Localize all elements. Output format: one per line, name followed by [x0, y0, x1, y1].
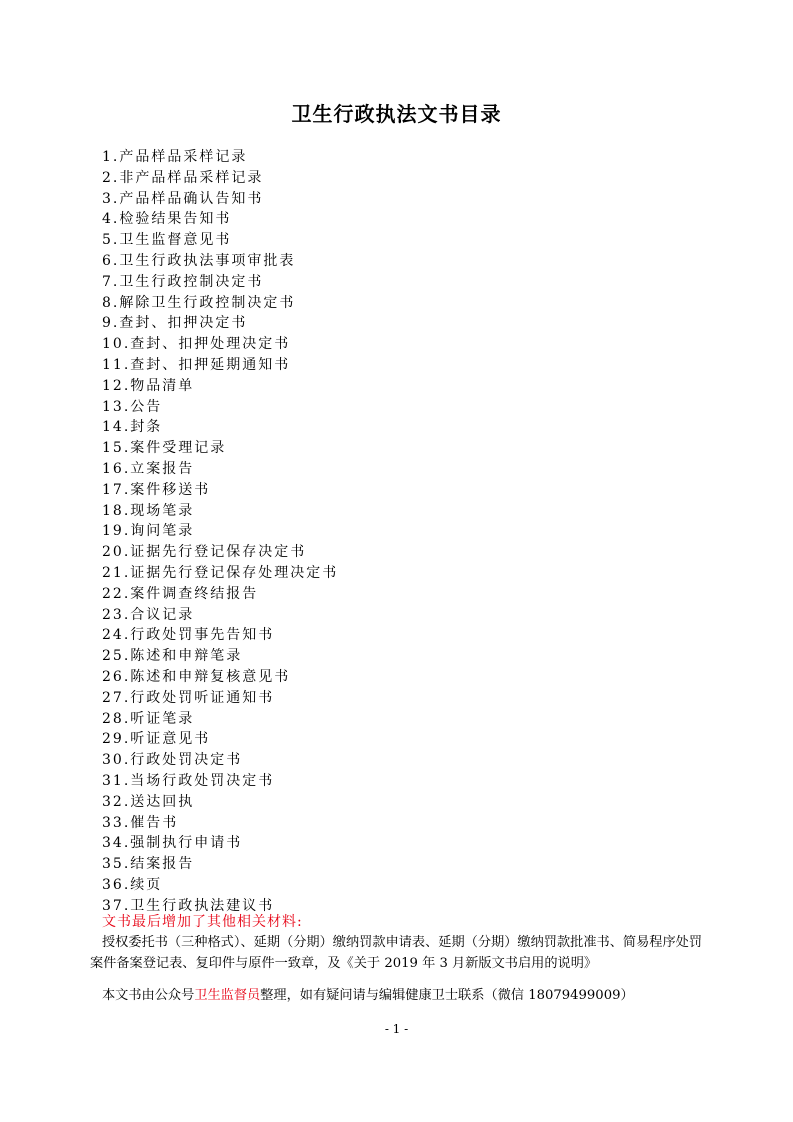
toc-item: 25.陈述和申辩笔录 — [102, 648, 243, 665]
toc-item: 13.公告 — [102, 398, 163, 415]
toc-item: 10.查封、扣押处理决定书 — [102, 336, 291, 353]
toc-item: 28.听证笔录 — [102, 710, 195, 727]
toc-item: 21.证据先行登记保存处理决定书 — [102, 564, 339, 581]
toc-item: 20.证据先行登记保存决定书 — [102, 544, 307, 561]
toc-item: 35.结案报告 — [102, 856, 195, 873]
toc-item: 22.案件调查终结报告 — [102, 585, 259, 602]
toc-item: 5.卫生监督意见书 — [102, 232, 232, 249]
toc-item: 27.行政处罚听证通知书 — [102, 689, 275, 706]
source-note-suffix: 整理，如有疑问请与编辑健康卫士联系（微信 18079499009） — [260, 988, 634, 1003]
toc-item: 8.解除卫生行政控制决定书 — [102, 294, 296, 311]
page-number: - 1 - — [384, 1022, 409, 1036]
document-title: 卫生行政执法文书目录 — [291, 102, 502, 126]
toc-item: 15.案件受理记录 — [102, 440, 227, 457]
toc-item: 17.案件移送书 — [102, 481, 211, 498]
toc-item: 26.陈述和申辩复核意见书 — [102, 668, 291, 685]
toc-item: 1.产品样品采样记录 — [102, 149, 248, 165]
extra-materials-text: 授权委托书（三种格式）、延期（分期）缴纳罚款申请表、延期（分期）缴纳罚款批准书、简易程序处罚案件备案登记表、复印件与原件一致章，及《关于 2019 年 3 月新版文书启用的说明》 — [90, 935, 703, 971]
toc-item: 9.查封、扣押决定书 — [102, 315, 248, 332]
toc-item: 18.现场笔录 — [102, 502, 195, 519]
extra-materials-heading: 文书最后增加了其他相关材料: — [102, 914, 303, 930]
toc-item: 4.检验结果告知书 — [102, 211, 232, 228]
toc-item: 7.卫生行政控制决定书 — [102, 273, 264, 290]
toc-item: 14.封条 — [102, 419, 163, 436]
toc-item: 11.查封、扣押延期通知书 — [102, 356, 291, 373]
toc-item: 3.产品样品确认告知书 — [102, 190, 264, 207]
source-note-prefix: 本文书由公众号 — [102, 988, 195, 1003]
toc-item: 24.行政处罚事先告知书 — [102, 627, 275, 644]
toc-item: 34.强制执行申请书 — [102, 835, 243, 852]
toc-item: 16.立案报告 — [102, 460, 195, 477]
source-note-account: 卫生监督员 — [194, 988, 261, 1003]
toc-item: 12.物品清单 — [102, 377, 195, 394]
toc-item: 6.卫生行政执法事项审批表 — [102, 252, 296, 269]
toc-item: 36.续页 — [102, 876, 163, 893]
toc-item: 30.行政处罚决定书 — [102, 752, 243, 769]
toc-item: 31.当场行政处罚决定书 — [102, 772, 275, 789]
toc-item: 2.非产品样品采样记录 — [102, 169, 264, 186]
toc-item: 29.听证意见书 — [102, 731, 211, 748]
source-note — [102, 986, 634, 1006]
toc-item: 32.送达回执 — [102, 793, 195, 810]
toc-item: 19.询问笔录 — [102, 523, 195, 540]
toc-item: 37.卫生行政执法建议书 — [102, 897, 275, 914]
toc-list — [102, 147, 338, 916]
toc-item: 23.合议记录 — [102, 606, 195, 623]
toc-item: 33.催告书 — [102, 814, 179, 831]
